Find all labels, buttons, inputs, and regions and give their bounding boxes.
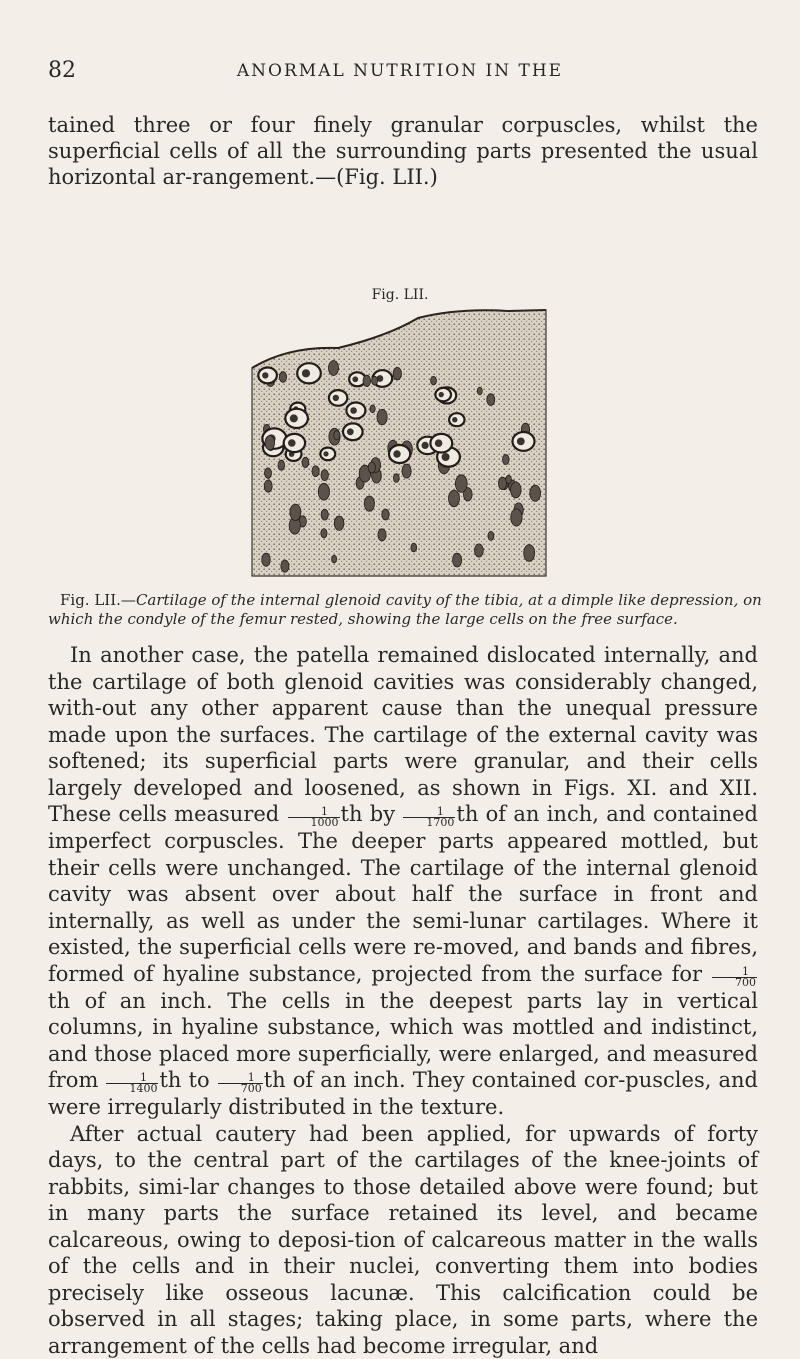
cell-nucleus: [422, 442, 429, 449]
cartilage-cell: [488, 531, 494, 540]
cartilage-cell: [329, 361, 339, 376]
cartilage-cell: [530, 485, 541, 501]
cartilage-cell: [334, 516, 344, 530]
fraction-1-700-b: $\frac{1}{700}$: [218, 1073, 263, 1094]
cartilage-cell: [506, 475, 512, 483]
cartilage-cell: [449, 490, 460, 507]
cell-nucleus: [517, 438, 525, 446]
paragraph-patella: [48, 642, 758, 1121]
cell-nucleus: [333, 395, 339, 401]
caption-text: Cartilage of the internal glenoid cavity of the tibia, at a dimple like depression, on which the condyle of the femur rested, showing the large cells on the free surface.: [48, 591, 762, 628]
cartilage-cell: [477, 387, 482, 395]
cartilage-cell: [302, 457, 309, 467]
cartilage-cell: [378, 529, 386, 541]
fraction-1-700: $\frac{1}{700}$: [712, 967, 757, 988]
body-text: [48, 642, 758, 1359]
cartilage-cell: [321, 529, 327, 538]
cartilage-cell: [524, 545, 535, 562]
cartilage-cell: [290, 504, 301, 520]
page-header: [0, 58, 800, 88]
cell-nucleus: [262, 372, 268, 378]
cartilage-cell: [393, 367, 401, 380]
cell-nucleus: [442, 453, 450, 461]
cartilage-cell: [377, 409, 387, 424]
cartilage-cell: [363, 375, 371, 386]
fraction-1-1000: $\frac{1}{1000}$: [288, 807, 340, 828]
para1-part6: th of an inch. They contained cor-puscles, and were irregularly distributed in the texture.: [48, 1068, 758, 1119]
cartilage-cell: [503, 455, 510, 465]
cartilage-cell: [487, 394, 495, 406]
intro-paragraph: tained three or four finely granular corpuscles, whilst the superficial cells of all the surrounding parts presented the usual horizontal ar-rangement.—(Fig. LII.): [48, 112, 758, 190]
cartilage-cell: [334, 431, 340, 440]
cell-nucleus: [347, 428, 354, 435]
cartilage-cell: [332, 555, 337, 563]
para1-part5: th to: [159, 1068, 216, 1092]
cartilage-cell: [278, 460, 285, 470]
cartilage-cell: [382, 509, 389, 520]
cartilage-illustration: [248, 308, 550, 578]
fraction-1-1700: $\frac{1}{1700}$: [403, 807, 455, 828]
cell-nucleus: [288, 439, 296, 447]
running-head: ANORMAL NUTRITION IN THE: [0, 61, 800, 81]
cell-nucleus: [452, 417, 457, 422]
para1-part3: th of an inch, and contained imperfect corpuscles. The deeper parts appeared mottled, but their cells were unchanged. The cartilage of the internal glenoid cavity was absent over about half the surface in front and internally, as well as under the semi-lunar cartilages. Where it existed, the superficial cells were re-moved, and bands and fibres, formed of hyaline substance, projected from the surface for: [48, 802, 758, 986]
cartilage-cell: [321, 509, 328, 520]
cell-nucleus: [302, 369, 310, 377]
cell-nucleus: [439, 392, 444, 397]
cartilage-cell: [511, 509, 522, 526]
paragraph-cautery: After actual cautery had been applied, for upwards of forty days, to the central part of the cartilages of the knee-joints of rabbits, simi-lar changes to those detailed above were found; but in many parts the surface retained its level, and became calcareous, owing to deposi-tion of calcareous matter in the walls of the cells and in their nuclei, converting them into bodies precisely like osseous lacunæ. This calcification could be observed in all stages; taking place, in some parts, where the arrangement of the cells had become irregular, and: [48, 1121, 758, 1359]
cell-nucleus: [323, 451, 328, 456]
para1-part1: In another case, the patella remained dislocated internally, and the cartilage of both glenoid cavities was considerably changed, with-out any other apparent cause than the unequal pressure made upon the surfaces. The cartilage of the external cavity was softened; its superficial parts were granular, and their cells largely developed and loosened, as shown in Figs. XI. and XII. These cells measured: [48, 643, 758, 826]
para1-part2: th by: [341, 802, 403, 826]
figure-caption: [48, 591, 766, 629]
cartilage-cell: [453, 553, 462, 567]
cell-nucleus: [350, 407, 357, 414]
cartilage-cell: [312, 466, 319, 477]
cartilage-cell: [455, 475, 467, 493]
caption-lead: Fig. LII.—: [60, 591, 136, 609]
cartilage-cell: [321, 470, 328, 481]
cartilage-cell: [264, 480, 272, 492]
figure-label: Fig. LII.: [0, 287, 800, 303]
cartilage-cell: [393, 474, 399, 483]
cartilage-cell: [511, 482, 522, 498]
cartilage-cell: [370, 405, 375, 413]
cartilage-cell: [262, 553, 271, 566]
cartilage-cell: [431, 376, 437, 385]
cartilage-cell: [402, 464, 411, 478]
cartilage-cell: [281, 560, 289, 572]
cartilage-cell: [372, 376, 378, 385]
cartilage-cell: [368, 462, 375, 473]
cartilage-cell: [265, 468, 272, 478]
cartilage-cell: [498, 477, 506, 489]
cartilage-cell: [411, 543, 417, 552]
cartilage-cell: [318, 483, 329, 500]
cell-nucleus: [435, 439, 443, 447]
cell-nucleus: [393, 450, 400, 457]
cartilage-cell: [475, 544, 484, 557]
cartilage-cell: [364, 496, 374, 511]
cartilage-cell: [265, 436, 275, 450]
cartilage-cell: [279, 372, 286, 383]
cell-nucleus: [352, 376, 358, 382]
fraction-1-1400: $\frac{1}{1400}$: [106, 1073, 158, 1094]
cell-nucleus: [290, 414, 298, 422]
page-number: 82: [48, 58, 76, 83]
para1-part4: th of an inch. The cells in the deepest parts lay in vertical columns, in hyaline substance, which was mottled and indistinct, and those placed more superficially, were enlarged, and measured from: [48, 989, 758, 1093]
